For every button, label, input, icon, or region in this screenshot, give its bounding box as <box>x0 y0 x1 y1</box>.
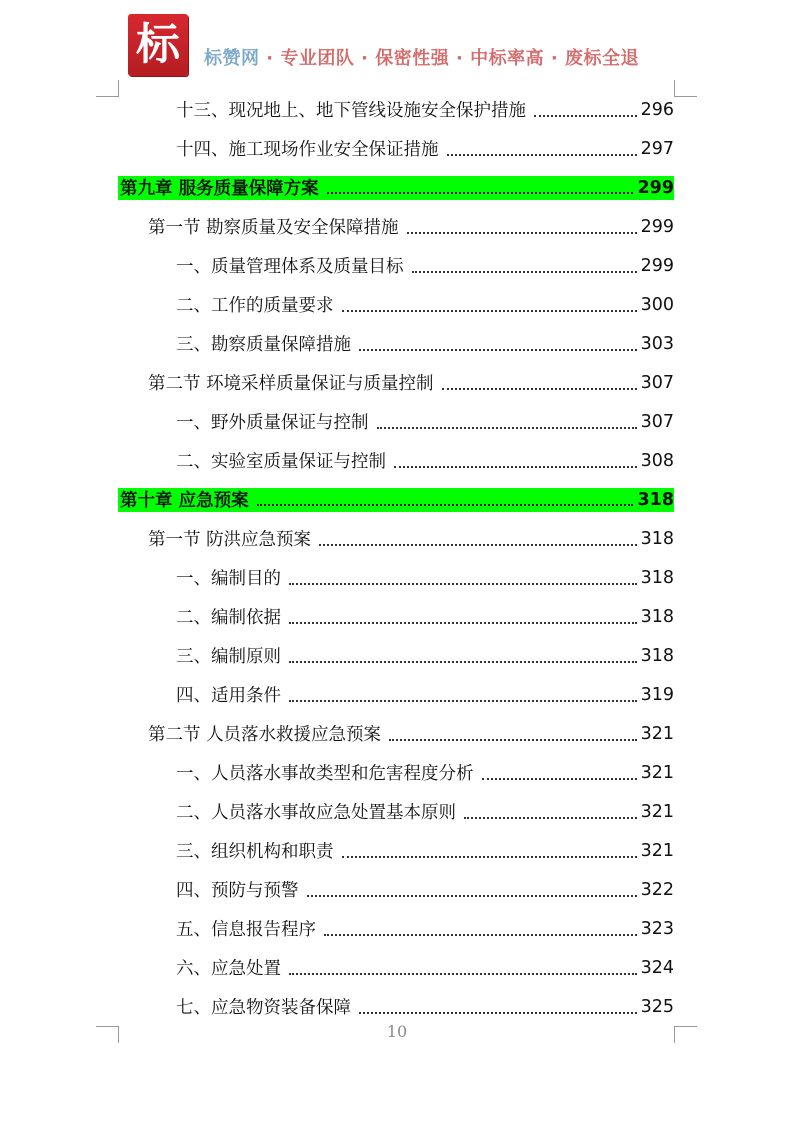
table-of-contents <box>118 90 674 1026</box>
toc-entry-title: 三、组织机构和职责 <box>176 842 334 862</box>
dot-leader <box>482 778 637 780</box>
toc-section-entry[interactable] <box>118 519 674 558</box>
toc-entry-title: 一、人员落水事故类型和危害程度分析 <box>176 764 474 784</box>
toc-entry-row <box>176 955 674 980</box>
toc-subsection-entry[interactable] <box>118 597 674 636</box>
toc-entry-page: 296 <box>640 99 674 120</box>
toc-entry-title: 二、工作的质量要求 <box>176 296 334 316</box>
dot-leader <box>307 895 637 897</box>
toc-section-entry[interactable] <box>118 207 674 246</box>
dot-leader <box>324 934 637 936</box>
toc-subsection-entry[interactable] <box>118 753 674 792</box>
toc-subsection-entry[interactable] <box>118 285 674 324</box>
dot-leader <box>394 466 637 468</box>
dot-leader <box>442 388 637 390</box>
toc-entry-title: 二、编制依据 <box>176 608 281 628</box>
dot-leader <box>447 154 637 156</box>
dot-leader <box>289 583 637 585</box>
dot-leader <box>289 622 637 624</box>
toc-entry-title: 四、适用条件 <box>176 686 281 706</box>
dot-leader <box>412 271 637 273</box>
toc-entry-row <box>176 331 674 356</box>
toc-entry-title: 五、信息报告程序 <box>176 920 316 940</box>
toc-subsection-entry[interactable] <box>118 90 674 129</box>
toc-entry-row <box>176 643 674 668</box>
toc-entry-page: 299 <box>640 216 674 237</box>
slogan-text: · 专业团队 · 保密性强 · 中标率高 · 废标全退 <box>259 48 639 69</box>
toc-entry-row <box>176 253 674 278</box>
toc-subsection-entry[interactable] <box>118 636 674 675</box>
toc-entry-title: 第一节 防洪应急预案 <box>148 530 312 550</box>
toc-entry-page: 300 <box>640 294 674 315</box>
dot-leader <box>327 192 634 194</box>
dot-leader <box>289 973 637 975</box>
toc-chapter-entry[interactable] <box>118 168 674 207</box>
site-header <box>128 14 688 80</box>
toc-entry-page: 307 <box>640 411 674 432</box>
toc-entry-row <box>176 682 674 707</box>
toc-entry-title: 第九章 服务质量保障方案 <box>120 179 319 199</box>
toc-entry-row <box>176 877 674 902</box>
toc-entry-row <box>118 488 674 512</box>
dot-leader <box>407 232 637 234</box>
toc-entry-page: 318 <box>637 489 674 510</box>
toc-entry-title: 第二节 人员落水救援应急预案 <box>148 725 382 745</box>
toc-entry-page: 324 <box>640 957 674 978</box>
toc-entry-row <box>148 370 674 395</box>
toc-entry-title: 十四、施工现场作业安全保证措施 <box>176 140 439 160</box>
toc-subsection-entry[interactable] <box>118 870 674 909</box>
toc-entry-title: 三、编制原则 <box>176 647 281 667</box>
toc-entry-row <box>176 760 674 785</box>
toc-subsection-entry[interactable] <box>118 675 674 714</box>
toc-entry-title: 三、勘察质量保障措施 <box>176 335 351 355</box>
toc-entry-page: 307 <box>640 372 674 393</box>
toc-section-entry[interactable] <box>118 363 674 402</box>
toc-entry-row <box>176 136 674 161</box>
toc-entry-page: 322 <box>640 879 674 900</box>
toc-entry-row <box>176 604 674 629</box>
toc-entry-title: 二、实验室质量保证与控制 <box>176 452 386 472</box>
dot-leader <box>319 544 637 546</box>
dot-leader <box>377 427 637 429</box>
toc-entry-title: 一、质量管理体系及质量目标 <box>176 257 404 277</box>
toc-subsection-entry[interactable] <box>118 129 674 168</box>
dot-leader <box>359 1012 637 1014</box>
toc-subsection-entry[interactable] <box>118 987 674 1026</box>
toc-entry-row <box>176 994 674 1019</box>
dot-leader <box>342 310 637 312</box>
toc-entry-page: 321 <box>640 801 674 822</box>
toc-section-entry[interactable] <box>118 714 674 753</box>
dot-leader <box>359 349 637 351</box>
crop-mark-top-right <box>674 80 697 97</box>
toc-chapter-entry[interactable] <box>118 480 674 519</box>
toc-entry-page: 321 <box>640 762 674 783</box>
dot-leader <box>389 739 637 741</box>
toc-entry-page: 303 <box>640 333 674 354</box>
toc-entry-page: 299 <box>640 255 674 276</box>
toc-entry-title: 一、编制目的 <box>176 569 281 589</box>
toc-entry-title: 二、人员落水事故应急处置基本原则 <box>176 803 456 823</box>
toc-entry-row <box>118 176 674 200</box>
brand-name: 标赞网 <box>204 48 260 69</box>
biaozan-logo <box>128 14 188 76</box>
toc-entry-page: 299 <box>637 177 674 198</box>
toc-entry-page: 308 <box>640 450 674 471</box>
toc-entry-title: 十三、现况地上、地下管线设施安全保护措施 <box>176 101 526 121</box>
toc-entry-title: 第十章 应急预案 <box>120 491 249 511</box>
toc-entry-page: 318 <box>640 606 674 627</box>
toc-subsection-entry[interactable] <box>118 831 674 870</box>
header-slogan <box>204 44 639 70</box>
toc-entry-row <box>148 526 674 551</box>
toc-entry-row <box>176 565 674 590</box>
toc-entry-row <box>176 838 674 863</box>
toc-entry-page: 318 <box>640 567 674 588</box>
toc-entry-page: 321 <box>640 840 674 861</box>
toc-entry-page: 321 <box>640 723 674 744</box>
crop-mark-top-left <box>96 80 119 97</box>
toc-subsection-entry[interactable] <box>118 441 674 480</box>
toc-entry-title: 六、应急处置 <box>176 959 281 979</box>
toc-subsection-entry[interactable] <box>118 909 674 948</box>
page-number: 10 <box>386 1022 408 1041</box>
toc-entry-page: 319 <box>640 684 674 705</box>
logo-char: 标 <box>136 19 180 70</box>
toc-entry-page: 297 <box>640 138 674 159</box>
toc-entry-row <box>148 721 674 746</box>
toc-entry-page: 323 <box>640 918 674 939</box>
toc-entry-row <box>176 799 674 824</box>
toc-subsection-entry[interactable] <box>118 558 674 597</box>
toc-entry-row <box>176 409 674 434</box>
toc-entry-row <box>176 448 674 473</box>
toc-subsection-entry[interactable] <box>118 792 674 831</box>
toc-subsection-entry[interactable] <box>118 948 674 987</box>
dot-leader <box>289 661 637 663</box>
dot-leader <box>464 817 637 819</box>
toc-subsection-entry[interactable] <box>118 246 674 285</box>
toc-subsection-entry[interactable] <box>118 402 674 441</box>
toc-entry-row <box>176 916 674 941</box>
dot-leader <box>257 504 634 506</box>
toc-entry-row <box>176 292 674 317</box>
toc-entry-page: 318 <box>640 528 674 549</box>
toc-entry-row <box>176 97 674 122</box>
toc-entry-page: 318 <box>640 645 674 666</box>
toc-entry-row <box>148 214 674 239</box>
toc-entry-title: 七、应急物资装备保障 <box>176 998 351 1018</box>
toc-entry-page: 325 <box>640 996 674 1017</box>
toc-entry-title: 第二节 环境采样质量保证与质量控制 <box>148 374 434 394</box>
dot-leader <box>289 700 637 702</box>
toc-subsection-entry[interactable] <box>118 324 674 363</box>
dot-leader <box>342 856 637 858</box>
toc-entry-title: 第一节 勘察质量及安全保障措施 <box>148 218 399 238</box>
toc-entry-title: 一、野外质量保证与控制 <box>176 413 369 433</box>
dot-leader <box>534 115 637 117</box>
toc-entry-title: 四、预防与预警 <box>176 881 299 901</box>
